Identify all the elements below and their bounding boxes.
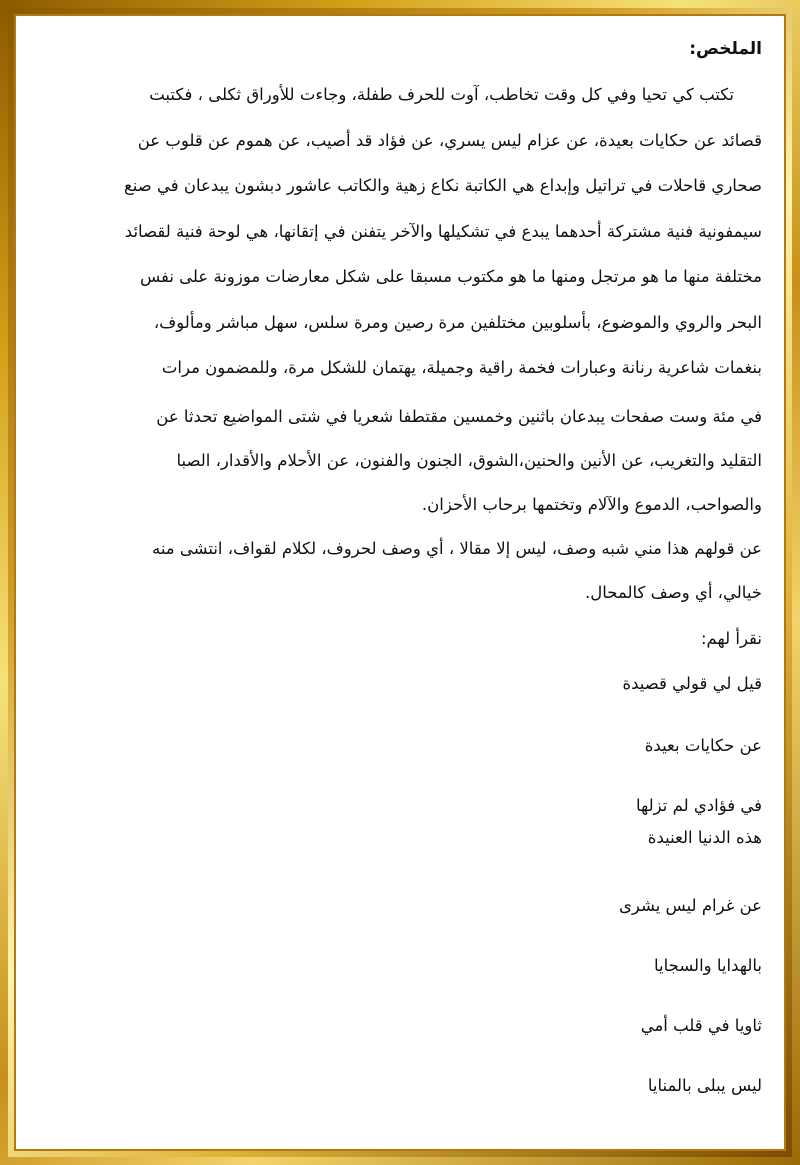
paragraph-3-line: خيالي، أي وصف كالمحال. [585,582,762,602]
paragraph-2-line: والصواحب، الدموع والآلام وتختمها برحاب الأحزان. [421,494,762,514]
paragraph-1-line: البحر والروي والموضوع، بأسلوبين مختلفين مرة رصين ومرة سلس، سهل مباشر ومألوف، [153,312,762,332]
paragraph-1-line: مختلفة منها ما هو مرتجل ومنها ما هو مكتوب مسبقا على شكل معارضات موزونة على نفس [139,267,762,286]
poem [38,669,762,1101]
paragraph-2 [38,395,762,527]
summary-heading: الملخص: [689,39,762,59]
paragraph-3-line: عن قولهم هذا مني شبه وصف، ليس إلا مقالا ، أي وصف لحروف، لكلام لقواف، انتشى منه [151,538,762,558]
poem-verse: عن حكايات بعيدة [644,735,762,755]
paragraph-1-line: سيمفونية فنية مشتركة أحدهما يبدع في تشكيلها والآخر يتفنن في إتقانها، هي لوحة فنية لقصائد [124,221,762,241]
poem-intro: نقرأ لهم: [700,628,762,648]
paragraph-2-line: في مئة وست صفحات يبدعان باثنين وخمسين مقتطفا شعريا في شتى المواضيع تحدثا عن [156,406,762,426]
poem-verse: ليس يبلى بالمنايا [647,1075,762,1095]
paragraph-3 [38,527,762,615]
poem-verse: في فؤادي لم تزلها [636,795,762,815]
poem-verse: ثاويا في قلب أمي [640,1015,762,1035]
poem-verse: قيل لي قولي قصيدة [622,673,762,693]
paragraph-1 [38,72,762,391]
document-page [18,18,782,1147]
poem-verse: عن غرام ليس يشرى [618,895,762,915]
paragraph-2-line: التقليد والتغريب، عن الأنين والحنين،الشوق، الجنون والفنون، عن الأحلام والأقدار، الصبا [176,450,762,470]
poem-verse: هذه الدنيا العنيدة [647,827,762,847]
poem-verse: بالهدايا والسجايا [654,955,762,975]
paragraph-1-line: قصائد عن حكايات بعيدة، عن عزام ليس يسري، عن فؤاد قد أصيب، عن هموم عن قلوب عن [137,130,762,150]
paragraph-1-line: بنغمات شاعرية رنانة وعبارات فخمة راقية وجميلة، يهتمان للشكل مرة، وللمضمون مرات [161,358,762,377]
paragraph-1-line: تكتب كي تحيا وفي كل وقت تخاطب، آوت للحرف طفلة، وجاءت للأوراق ثكلى ، فكتبت [149,85,734,104]
paragraph-1-line: صحاري قاحلات في تراتيل وإبداع هي الكاتبة نكاع زهية والكاتب عاشور دبشون يبدعان في صنع [123,176,762,195]
